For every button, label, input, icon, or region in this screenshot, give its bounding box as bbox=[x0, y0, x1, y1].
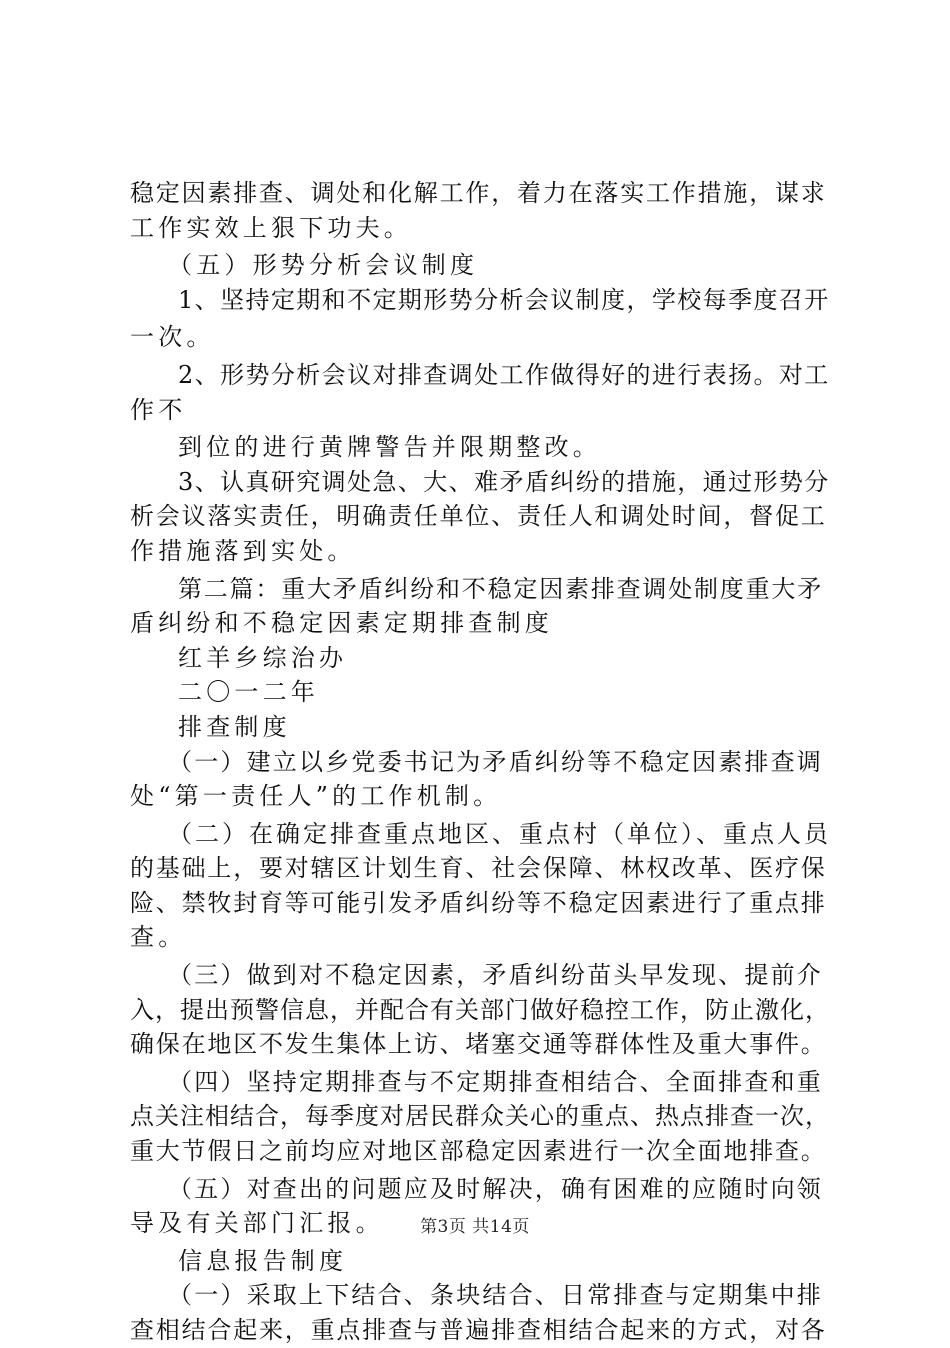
text-line: 第二篇：重大矛盾纠纷和不稳定因素排查调处制度重大矛 bbox=[178, 574, 823, 603]
text-line: 导及有关部门汇报。 bbox=[130, 1209, 384, 1238]
text-line: 盾纠纷和不稳定因素定期排查制度 bbox=[130, 609, 553, 638]
text-line: （三）做到对不稳定因素，矛盾纠纷苗头早发现、提前介 bbox=[168, 961, 823, 990]
text-line: 析会议落实责任，明确责任单位、责任人和调处时间，督促工 bbox=[130, 502, 827, 531]
document-body bbox=[130, 176, 830, 1348]
text-line: 作措施落到实处。 bbox=[130, 536, 356, 565]
text-line: 重大节假日之前均应对地区部稳定因素进行一次全面地排查。 bbox=[130, 1137, 827, 1166]
page-number: 第3页 共14页 bbox=[420, 1217, 530, 1237]
text-line: 到位的进行黄牌警告并限期整改。 bbox=[178, 433, 601, 462]
text-line: （一）采取上下结合、条块结合、日常排查与定期集中排 bbox=[168, 1281, 823, 1310]
text-line: 确保在地区不发生集体上访、堵塞交通等群体性及重大事件。 bbox=[130, 1030, 827, 1059]
text-line: 稳定因素排查、调处和化解工作，着力在落实工作措施，谋求 bbox=[130, 179, 827, 207]
text-line: （一）建立以乡党委书记为矛盾纠纷等不稳定因素排查调 bbox=[168, 747, 823, 776]
text-line: 入，提出预警信息，并配合有关部门做好稳控工作，防止激化， bbox=[130, 995, 830, 1024]
text-line: 二〇一二年 bbox=[178, 678, 319, 707]
text-line: 红羊乡综治办 bbox=[178, 643, 348, 672]
text-line: （五）对查出的问题应及时解决，确有困难的应随时向领 bbox=[168, 1174, 823, 1203]
text-line: 点关注相结合，每季度对居民群众关心的重点、热点排查一次， bbox=[130, 1102, 830, 1131]
text-line: 排查制度 bbox=[178, 712, 291, 741]
text-line: 信息报告制度 bbox=[178, 1246, 348, 1275]
text-line: 查。 bbox=[130, 923, 187, 952]
text-line: 险、禁牧封育等可能引发矛盾纠纷等不稳定因素进行了重点排 bbox=[130, 888, 827, 917]
text-line: 一次。 bbox=[130, 323, 215, 352]
text-line: 2、形势分析会议对排查调处工作做得好的进行表扬。对工 bbox=[178, 360, 830, 389]
text-line: 查相结合起来，重点排查与普遍排查相结合起来的方式，对各 bbox=[130, 1316, 827, 1344]
text-line: （四）坚持定期排查与不定期排查相结合、全面排查和重 bbox=[168, 1067, 823, 1096]
text-line: 的基础上，要对辖区计划生育、社会保障、林权改革、医疗保 bbox=[130, 854, 827, 883]
text-line: 处“第一责任人”的工作机制。 bbox=[130, 782, 502, 811]
text-line: （二）在确定排查重点地区、重点村（单位）、重点人员 bbox=[168, 819, 831, 848]
text-line: （五）形势分析会议制度 bbox=[168, 251, 479, 280]
text-line: 3、认真研究调处急、大、难矛盾纠纷的措施，通过形势分 bbox=[178, 467, 830, 496]
text-line: 工作实效上狠下功夫。 bbox=[130, 213, 412, 242]
text-line: 作不 bbox=[130, 395, 187, 424]
text-line: 1、坚持定期和不定期形势分析会议制度，学校每季度召开 bbox=[178, 285, 830, 314]
